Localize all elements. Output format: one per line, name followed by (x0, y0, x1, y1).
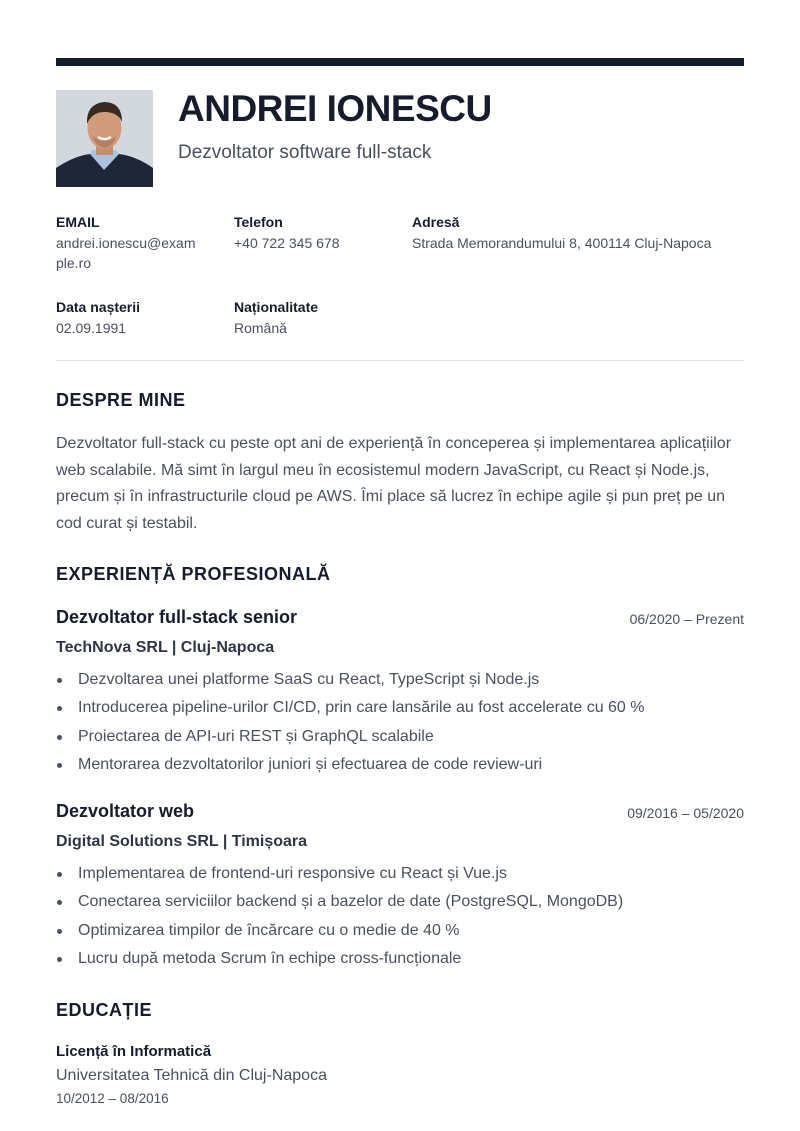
nationality-value: Română (234, 320, 287, 336)
job-responsibilities (56, 666, 744, 779)
section-divider (56, 360, 744, 361)
job-company: Digital Solutions SRL | Timișoara (56, 833, 308, 850)
list-item: Mentorarea dezvoltatorilor juniori și efectuarea de code review-uri (56, 751, 744, 779)
email-label: EMAIL (56, 214, 100, 230)
email-value[interactable] (56, 233, 216, 273)
list-item: Introducerea pipeline-urilor CI/CD, prin care lansările au fost accelerate cu 60 % (56, 694, 744, 722)
list-item: Lucru după metoda Scrum în echipe cross-funcționale (56, 945, 744, 973)
job-title: Dezvoltator full-stack senior (56, 607, 298, 627)
nationality-label: Naționalitate (234, 299, 319, 315)
about-text: Dezvoltator full-stack cu peste opt ani de experiență în conceperea și implementarea aplicațiilor web scalabile. Mă simt în largul meu în ecosistemul modern JavaScript, cu React și Node.js, precum și în infrastructurile cloud pe AWS. Îmi place să lucrez în echipe agile și pun preț pe un cod curat și testabil. (56, 435, 732, 532)
about-heading: DESPRE MINE (56, 390, 186, 410)
list-item: Dezvoltarea unei platforme SaaS cu React, TypeScript și Node.js (56, 666, 744, 694)
job-responsibilities (56, 860, 744, 973)
education-school: Universitatea Tehnică din Cluj-Napoca (56, 1067, 327, 1084)
person-photo-icon (56, 90, 153, 187)
address-label: Adresă (412, 214, 460, 230)
job-title: Dezvoltator web (56, 801, 195, 821)
list-item: Implementarea de frontend-uri responsive cu React și Vue.js (56, 860, 744, 888)
birthdate-value: 02.09.1991 (56, 320, 127, 336)
list-item: Proiectarea de API-uri REST și GraphQL scalabile (56, 723, 744, 751)
job-dates: 09/2016 – 05/2020 (627, 805, 744, 821)
list-item: Optimizarea timpilor de încărcare cu o medie de 40 % (56, 917, 744, 945)
education-dates: 10/2012 – 08/2016 (56, 1091, 169, 1106)
list-item: Conectarea serviciilor backend și a bazelor de date (PostgreSQL, MongoDB) (56, 888, 744, 916)
job-company: TechNova SRL | Cluj-Napoca (56, 639, 275, 656)
contact-birthdate (56, 298, 226, 338)
candidate-name: ANDREI IONESCU (178, 88, 492, 129)
contact-phone (234, 213, 404, 253)
experience-heading: EXPERIENȚĂ PROFESIONALĂ (56, 564, 331, 584)
education-heading: EDUCAȚIE (56, 1000, 153, 1020)
profile-photo (56, 90, 153, 187)
contact-address (412, 213, 744, 253)
job-dates: 06/2020 – Prezent (629, 611, 744, 627)
birthdate-label: Data nașterii (56, 299, 141, 315)
phone-label: Telefon (234, 214, 283, 230)
contact-email (56, 213, 216, 273)
contact-nationality (234, 298, 404, 338)
email-value-line1: andrei.ionescu@exam (56, 235, 196, 251)
address-value: Strada Memorandumului 8, 400114 Cluj-Napoca (412, 235, 712, 251)
phone-value[interactable]: +40 722 345 678 (234, 235, 340, 251)
job-headline: Dezvoltator software full-stack (178, 142, 432, 163)
education-degree: Licență în Informatică (56, 1043, 212, 1060)
email-value-line2: ple.ro (56, 255, 92, 271)
header-accent-bar (56, 58, 744, 66)
